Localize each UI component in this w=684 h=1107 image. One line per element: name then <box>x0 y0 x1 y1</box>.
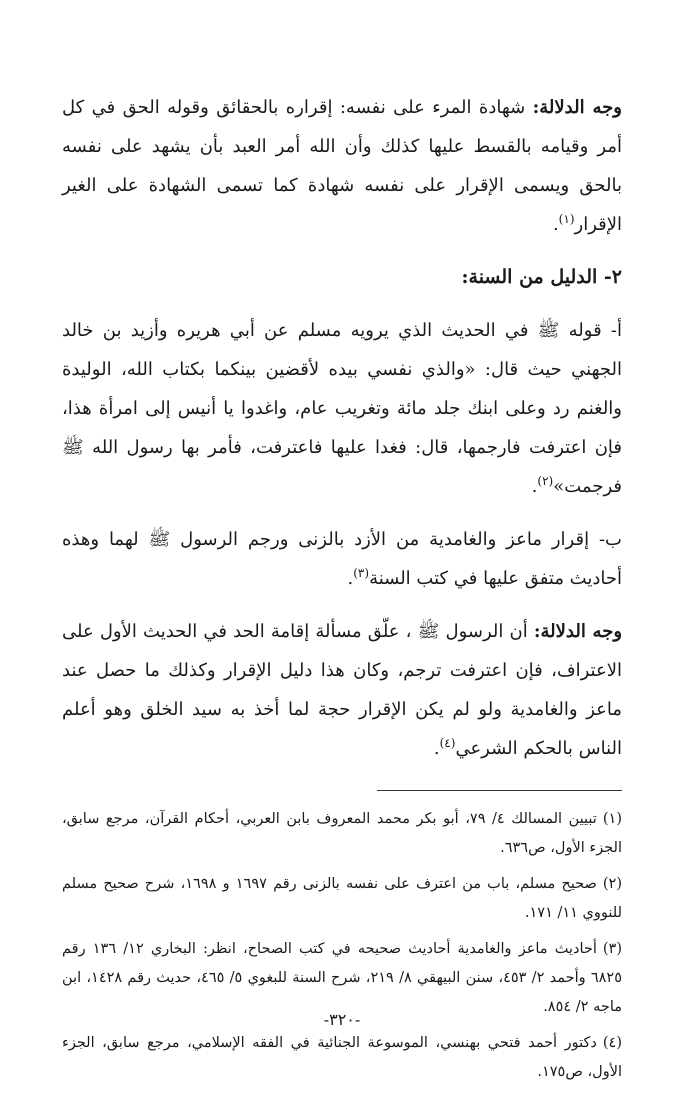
footnote-number: (٢) <box>602 876 622 892</box>
paragraph-indication-1: وجه الدلالة: شهادة المرء على نفسه: إقراره بالحقائق وقوله الحق في كل أمر وقيامه بالقسط عليها كذلك وأن الله أمر العبد بأن يشهد على نفسه بالحق ويسمى الإقرار على نفسه شهادة كما تسمى الشهادة على الغير الإقرار$^{(١)}$. <box>62 97 622 235</box>
footnote-4: (٤)دكتور أحمد فتحي بهنسي، الموسوعة الجنائية في الفقه الإسلامي، مرجع سابق، الجزء الأول، ص١٧٥. <box>62 1035 622 1080</box>
section-heading-sunnah: ٢- الدليل من السنة: <box>461 266 622 288</box>
page-number: -٣٢٠- <box>323 1010 361 1029</box>
footnote-2: (٢)صحيح مسلم، باب من اعترف على نفسه بالزنى رقم ١٦٩٧ و ١٦٩٨، شرح صحيح مسلم للنووي ١١/ ١٧١. <box>62 876 622 921</box>
indication-label: وجه الدلالة: <box>532 97 622 118</box>
paragraph-hadith-b: ب- إقرار ماعز والغامدية من الأزد بالزنى ورجم الرسول ﷺ لهما وهذه أحاديث متفق عليها في كتب السنة$^{(٣)}$. <box>62 529 622 589</box>
paragraph-hadith-a: أ- قوله ﷺ في الحديث الذي يرويه مسلم عن أبي هريره وأزيد بن خالد الجهني حيث قال: «والذي نفسي بيده لأقضين بينكما بكتاب الله، الوليدة والغنم رد وعلى ابنك جلد مائة وتغريب عام، واغدوا يا أنيس إلى امرأة هذا، فإن اعترفت فارجمها، قال: فغدا عليها فاعترفت، فأمر بها رسول الله ﷺ فرجمت»$^{(٢)}$. <box>62 320 622 497</box>
footnote-number: (٤) <box>602 1035 622 1051</box>
footnote-1: (١)تبيين المسالك ٤/ ٧٩، أبو بكر محمد المعروف بابن العربي، أحكام القرآن، مرجع سابق، الجزء الأول، ص٦٣٦. <box>62 811 622 856</box>
footnotes <box>62 805 622 1087</box>
footnote-divider <box>377 790 622 791</box>
footnote-number: (٣) <box>602 941 622 957</box>
footnote-ref-4[interactable]: (٤) <box>439 736 456 750</box>
footnote-3: (٣)أحاديث ماعز والغامدية أحاديث صحيحه في كتب الصحاح، انظر: البخاري ١٢/ ١٣٦ رقم ٦٨٢٥ وأحمد ٢/ ٤٥٣، سنن البيهقي ٨/ ٢١٩، شرح السنة للبغوي ٥/ ٤٦٥، حديث رقم ١٤٢٨، ابن ماجه ٢/ ٨٥٤. <box>62 941 623 1015</box>
footnote-ref-1[interactable]: (١) <box>558 212 575 226</box>
footnote-ref-3[interactable]: (٣) <box>353 566 370 580</box>
paragraph-indication-2: وجه الدلالة: أن الرسول ﷺ ، علّق مسألة إقامة الحد في الحديث الأول على الاعتراف، فإن اعترفت ترجم، وكان هذا دليل الإقرار وكذلك ما حصل عند ماعز والغامدية ولو لم يكن الإقرار حجة لما أخذ به سيد الخلق وهو أعلم الناس بالحكم الشرعي$^{(٤)}$. <box>62 621 623 759</box>
footnote-ref-2[interactable]: (٢) <box>537 474 554 488</box>
main-text <box>62 88 622 768</box>
footnote-number: (١) <box>602 811 622 827</box>
indication-label: وجه الدلالة: <box>533 621 623 642</box>
